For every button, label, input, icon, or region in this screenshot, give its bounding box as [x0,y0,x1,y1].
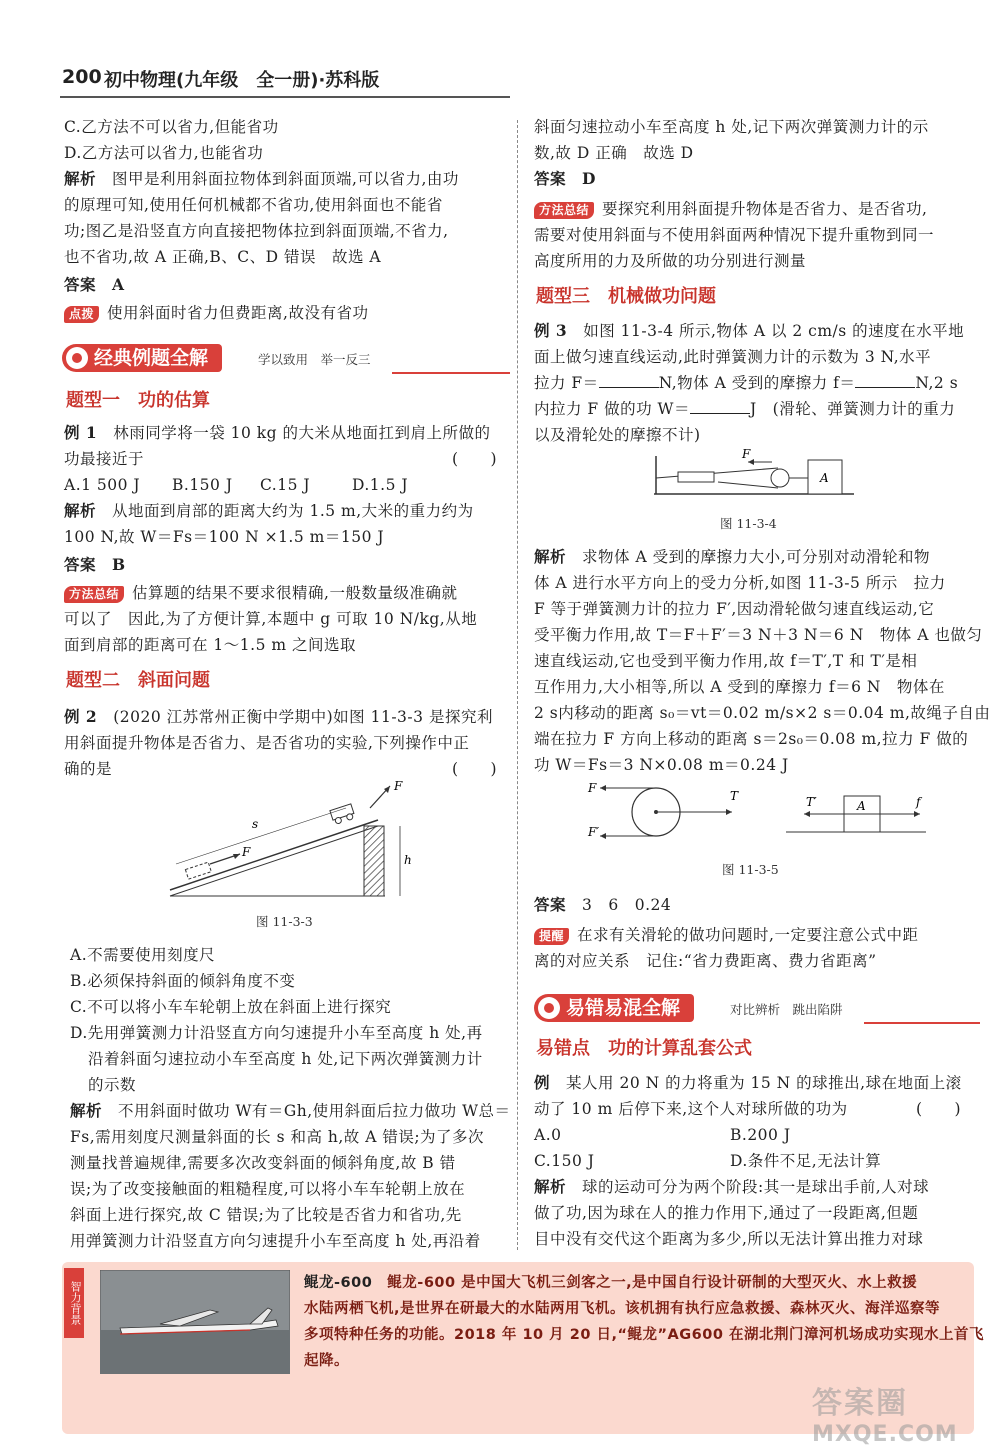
analysis-line: 功;图乙是沿竖直方向直接把物体拉到斜面顶端,不省力, [64,222,449,240]
analysis-label: 解析 [534,1177,567,1196]
answer-label: 答案 [64,275,97,294]
option-d: D.乙方法可以省力,也能省功 [64,144,264,162]
column-divider [517,120,518,1250]
method-tag: 方法总结 [534,202,594,219]
bullet-icon [66,347,88,369]
option: C.15 J [260,476,311,494]
answer-value: A [112,275,125,294]
analysis-line: F 等于弹簧测力计的拉力 F′,因动滑轮做匀速直线运动,它 [534,600,935,618]
method-text: 要探究利用斜面提升物体是否省力、是否省功, [602,200,928,218]
section-banner-examples [62,344,510,374]
analysis-line: 测量找普遍规律,需要多次改变斜面的倾斜角度,故 B 错 [70,1154,456,1172]
example-label: 例 1 [64,423,98,442]
analysis-text: 从地面到肩部的距离大约为 1.5 m,大米的重力约为 [112,502,474,520]
analysis-text: 不用斜面时做功 W有＝Gh,使用斜面后拉力做功 W总＝ [118,1102,511,1120]
example-2-stem [64,704,493,730]
option: B.150 J [172,476,233,494]
section-subtitle: 学以致用 举一反三 [258,352,371,367]
arrow-head [726,809,732,815]
example-3-stem [534,318,964,344]
figure-caption: 图 11-3-4 [720,516,777,531]
analysis-line [70,1098,511,1124]
method-line: 可以了 因此,为了方便计算,本题中 g 可取 10 N/kg,从地 [64,610,478,628]
method-line [64,580,457,606]
method-line: 需要对使用斜面与不使用斜面两种情况下提升重物到同一 [534,226,935,244]
analysis-line: 做了功,因为球在人的推力作用下,通过了一段距离,但题 [534,1204,919,1222]
analysis-line: 的原理可知,使用任何机械都不省功,使用斜面也不能省 [64,196,443,214]
example-text: 内拉力 F 做的功 W＝ [534,400,690,418]
answer-line [64,272,125,298]
analysis-label: 解析 [534,547,567,566]
example-2-stem: 确的是 [64,760,113,778]
figure-pulley-system [648,448,858,508]
analysis-line: Fs,需用刻度尺测量斜面的长 s 和高 h,故 A 错误;为了多次 [70,1128,485,1146]
analysis-text: 球的运动可分为两个阶段:其一是球出手前,人对球 [582,1178,930,1196]
reminder-line [534,922,918,948]
answer-line [534,892,671,918]
figure-caption: 图 11-3-5 [722,862,779,877]
topic-title: 题型三 机械做功问题 [536,286,716,307]
option-d: D.先用弹簧测力计沿竖直方向匀速提升小车至高度 h 处,再 [70,1024,483,1042]
option-d: 的示数 [88,1076,137,1094]
analysis-line: 也不省功,故 A 正确,B、C、D 错误 故选 A [64,248,382,266]
answer-paren: ( ) [452,450,498,468]
example-4-stem [534,1070,962,1096]
option: A.0 [534,1126,562,1144]
figure-incline [160,780,420,910]
section-banner-errors [534,994,980,1024]
section-rule [864,1022,980,1024]
section-title: 经典例题全解 [62,344,222,372]
option: C.150 J [534,1152,595,1170]
support-block [364,826,384,896]
analysis-label: 解析 [70,1101,103,1120]
option-c: C.不可以将小车车轮朝上放在斜面上进行探究 [70,998,392,1016]
method-text: 估算题的结果不要求很精确,一般数量级准确就 [132,584,458,602]
label-Tp: T′ [806,795,817,809]
analysis-line: 功 W＝Fs＝3 N×0.08 m＝0.24 J [534,756,789,774]
analysis-line: 100 N,故 W＝Fs＝100 N ×1.5 m＝150 J [64,528,385,546]
example-label: 例 2 [64,707,98,726]
option: B.200 J [730,1126,791,1144]
option-d: 沿着斜面匀速拉动小车至高度 h 处,记下两次弹簧测力计 [88,1050,483,1068]
spring-scale [678,472,714,482]
pulley-wheel [771,469,789,487]
option: A.1 500 J [64,476,141,494]
answer-line [64,552,126,578]
answer-paren: ( ) [916,1100,962,1118]
section-title: 易错易混全解 [534,994,694,1022]
example-1-stem [64,420,491,446]
example-text: 拉力 F＝ [534,374,599,392]
option: D.条件不足,无法计算 [730,1152,882,1170]
option-a: A.不需要使用刻度尺 [70,946,216,964]
example-label: 例 [534,1073,551,1092]
fill-blank[interactable] [690,399,750,414]
method-line: 高度所用的力及所做的功分别进行测量 [534,252,807,270]
example-text: 某人用 20 N 的力将重为 15 N 的球推出,球在地面上滚 [566,1074,962,1092]
reminder-text: 在求有关滑轮的做功问题时,一定要注意公式中距 [577,926,919,944]
option-b: B.必须保持斜面的倾斜角度不变 [70,972,296,990]
example-3-stem: 面上做匀速直线运动,此时弹簧测力计的示数为 3 N,水平 [534,348,932,366]
analysis-line: 误;为了改变接触面的粗糙程度,可以将小车车轮朝上放在 [70,1180,466,1198]
analysis-line: 受平衡力作用,故 T＝F＋F′＝3 N＋3 N＝6 N 物体 A 也做匀 [534,626,983,644]
analysis-line [64,498,474,524]
reminder-tag: 提醒 [534,928,569,945]
arrow-head [600,833,606,839]
analysis-line: 数,故 D 正确 故选 D [534,144,694,162]
answer-line [534,166,596,192]
label-F: F [394,780,403,793]
example-text: N,2 s [915,374,959,392]
analysis-line [534,1174,929,1200]
aircraft-photo [100,1270,290,1374]
label-F: F [242,845,251,859]
analysis-text: 求物体 A 受到的摩擦力大小,可分别对动滑轮和物 [582,548,931,566]
background-text: 多项特种任务的功能。2018 年 10 月 20 日,“鲲龙”AG600 在湖北荆门漳河机场成功实现水上首飞 [304,1327,984,1343]
figure-force-analysis [586,780,936,856]
cart-bottom [185,862,211,879]
fill-blank[interactable] [599,373,659,388]
analysis-text: 图甲是利用斜面拉物体到斜面顶端,可以省力,由功 [112,170,459,188]
analysis-line [534,544,930,570]
answer-label: 答案 [534,895,567,914]
method-line: 面到肩部的距离可在 1～1.5 m 之间选取 [64,636,356,654]
example-2-stem: 用斜面提升物体是否省力、是否省功的实验,下列操作中正 [64,734,470,752]
example-text: N,物体 A 受到的摩擦力 f＝ [658,374,856,392]
answer-value: D [582,169,596,188]
arrow-head [600,785,606,791]
example-text: 如图 11-3-4 所示,物体 A 以 2 cm/s 的速度在水平地 [583,322,965,340]
bullet-icon [538,997,560,1019]
analysis-line: 斜面上进行探究,故 C 错误;为了比较是否省力和省功,先 [70,1206,462,1224]
answer-paren: ( ) [452,760,498,778]
analysis-line: 目中没有交代这个距离为多少,所以无法计算出推力对球 [534,1230,924,1248]
background-text: 水陆两栖飞机,是世界在研最大的水陆两用飞机。该机拥有执行应急救援、森林灭火、海洋巡察等 [304,1301,941,1317]
rope-upper [656,468,778,478]
label-h: h [404,853,412,867]
example-1-stem: 功最接近于 [64,450,145,468]
analysis-line [64,166,459,192]
label-f: f [916,795,921,809]
side-label: 智力背景 [64,1268,84,1338]
answer-label: 答案 [534,169,567,188]
label-F: F [588,781,597,795]
tip-tag: 点拨 [64,306,99,323]
background-text: 起降。 [304,1353,349,1369]
answer-label: 答案 [64,555,97,574]
watermark-logo: 答案圈 MXQE.COM [812,1386,958,1447]
analysis-label: 解析 [64,501,97,520]
label-Fp: F′ [588,825,600,839]
header-rule [60,96,510,98]
rope-lower [718,482,778,488]
example-text: (2020 江苏常州正衡中学期中)如图 11-3-3 是探究利 [113,708,493,726]
example-text: 林雨同学将一袋 10 kg 的大米从地面扛到肩上所做的 [113,424,491,442]
incline-surface [170,820,378,890]
figure-caption: 图 11-3-3 [256,914,313,929]
arrow-head [914,811,920,817]
analysis-label: 解析 [64,169,97,188]
incline-under [170,826,378,896]
example-label: 例 3 [534,321,568,340]
answer-value: B [112,555,126,574]
arrow-head [233,854,240,859]
topic-title: 题型一 功的估算 [66,390,210,411]
example-4-stem: 动了 10 m 后停下来,这个人对球所做的功为 [534,1100,848,1118]
section-subtitle: 对比辨析 跳出陷阱 [730,1002,843,1017]
analysis-line: 体 A 进行水平方向上的受力分析,如图 11-3-5 所示 拉力 [534,574,946,592]
option: D.1.5 J [352,476,409,494]
fill-blank[interactable] [855,373,915,388]
example-3-stem [534,370,958,396]
cart-top [330,804,356,825]
label-A: A [820,471,829,485]
analysis-line: 速直线运动,它也受到平衡力作用,故 f＝T′,T 和 T′是相 [534,652,918,670]
option-c: C.乙方法不可以省力,但能省功 [64,118,279,136]
example-3-stem: 以及滑轮处的摩擦不计) [534,426,701,444]
distance-marker [176,808,346,864]
topic-title: 题型二 斜面问题 [66,670,210,691]
method-line [534,196,927,222]
section-rule [392,372,510,374]
background-text: 鲲龙-600 鲲龙-600 是中国大飞机三剑客之一,是中国自行设计研制的大型灭火、水上救援 [304,1275,918,1291]
book-title: 初中物理(九年级 全一册)·苏科版 [104,70,380,91]
label-T: T [730,789,739,803]
tip-text: 使用斜面时省力但费距离,故没有省功 [107,304,369,322]
analysis-line: 斜面匀速拉动小车至高度 h 处,记下两次弹簧测力计的示 [534,118,929,136]
reminder-line: 离的对应关系 记住:“省力费距离、费力省距离” [534,952,877,970]
example-text: J (滑轮、弹簧测力计的重力 [749,400,956,418]
label-s: s [252,817,259,831]
pulley-center [654,810,658,814]
analysis-line: 2 s内移动的距离 s₀＝vt＝0.02 m/s×2 s＝0.04 m,故绳子自由 [534,704,991,722]
topic-title: 易错点 功的计算乱套公式 [536,1038,752,1059]
analysis-line: 用弹簧测力计沿竖直方向匀速提升小车至高度 h 处,再沿着 [70,1232,481,1250]
answer-value: 3 6 0.24 [582,896,672,914]
example-3-stem [534,396,955,422]
analysis-line: 端在拉力 F 方向上移动的距离 s＝2s₀＝0.08 m,拉力 F 做的 [534,730,969,748]
tip-line [64,300,368,326]
method-tag: 方法总结 [64,586,124,603]
label-A: A [857,799,866,813]
page-number: 200 [62,66,102,88]
label-F: F [742,448,751,461]
analysis-line: 互作用力,大小相等,所以 A 受到的摩擦力 f＝6 N 物体在 [534,678,945,696]
arrow-head [804,811,810,817]
